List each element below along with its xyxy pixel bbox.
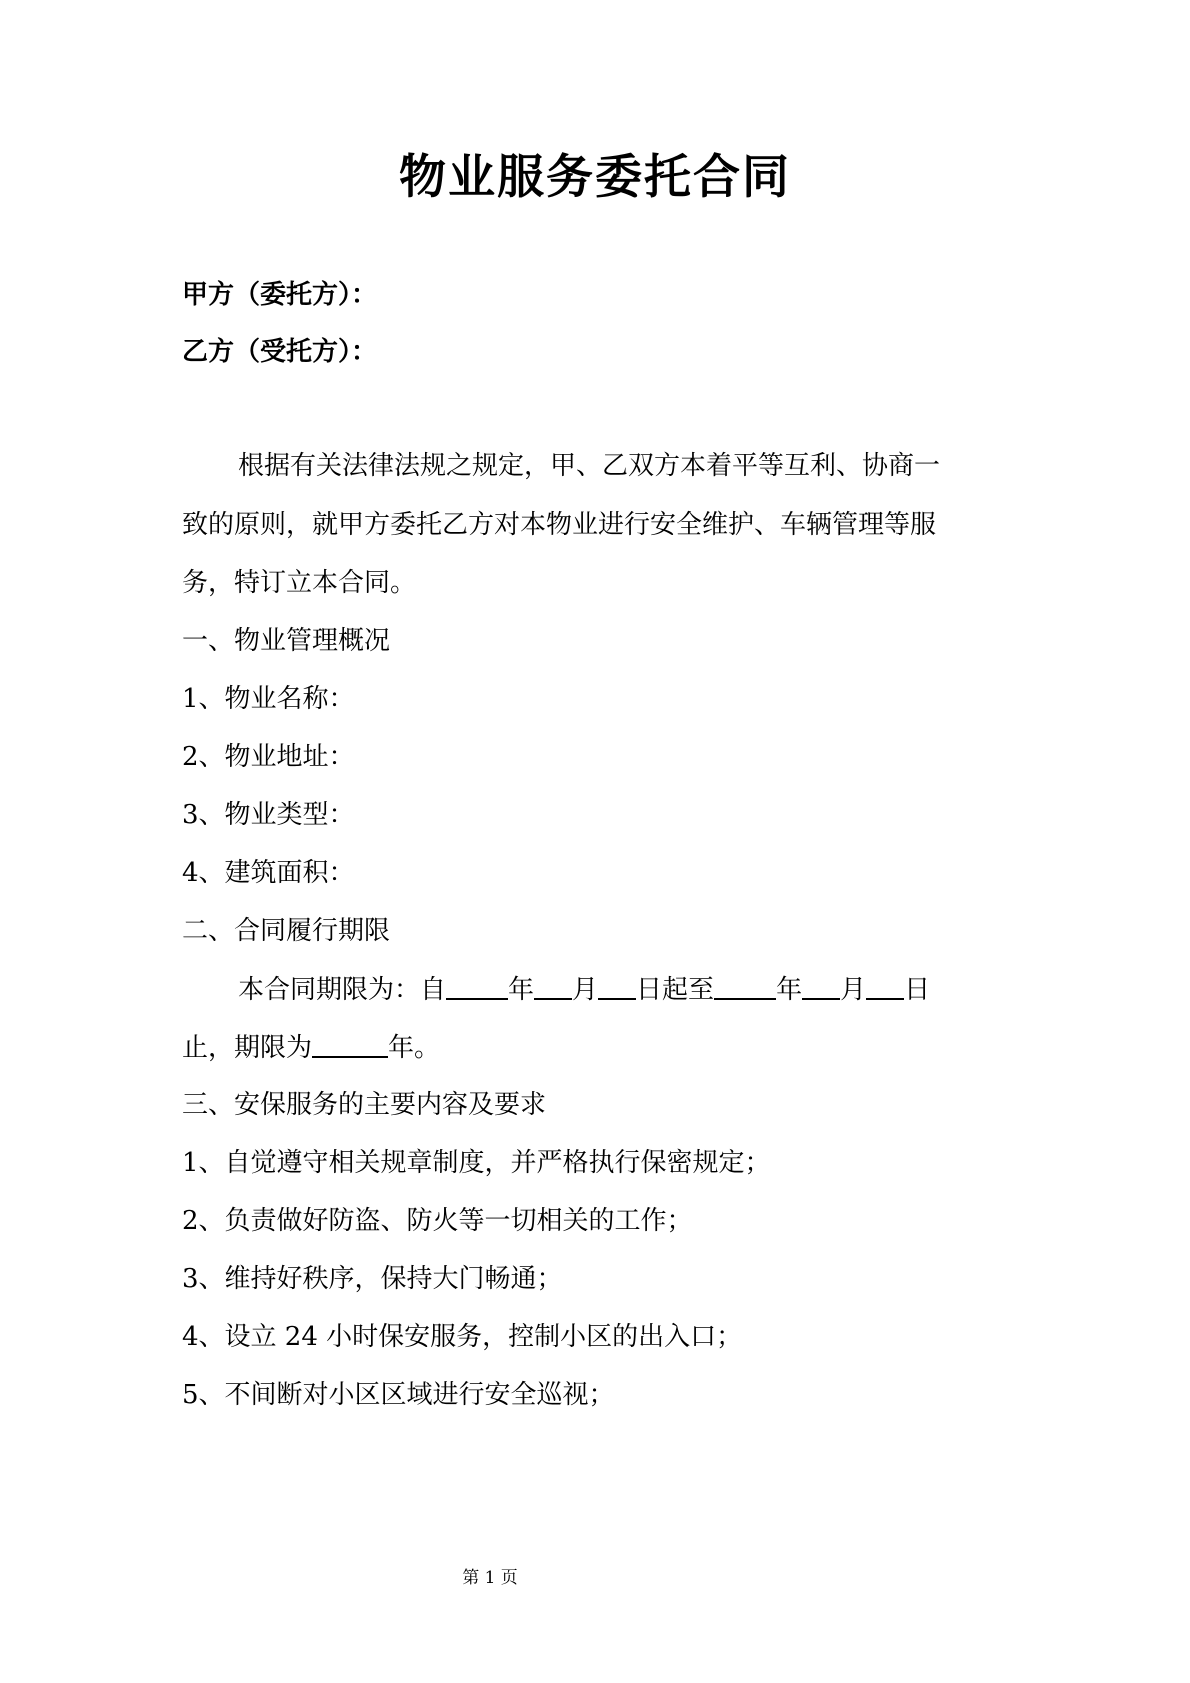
document-title: 物业服务委托合同: [399, 150, 791, 205]
section-3-item-3: 3、维持好秩序，保持大门畅通；: [182, 1264, 563, 1294]
party-a-label: 甲方（委托方）：: [182, 280, 378, 310]
preamble-line-1: 根据有关法律法规之规定，甲、乙双方本着平等互利、协商一: [238, 451, 941, 481]
end-month-label: 月: [840, 975, 867, 1005]
preamble-line-2: 致的原则，就甲方委托乙方对本物业进行安全维护、车辆管理等服: [182, 510, 937, 540]
section-1-item-2: 2、物业地址：: [182, 742, 355, 772]
term-line-1: [238, 974, 930, 1006]
section-1-item-1: 1、物业名称：: [182, 684, 355, 714]
section-3-item-2: 2、负责做好防盗、防火等一切相关的工作；: [182, 1206, 693, 1236]
term-duration-prefix: 止，期限为: [182, 1033, 313, 1063]
end-day-blank[interactable]: [866, 974, 904, 1000]
section-3-heading: 三、安保服务的主要内容及要求: [182, 1090, 547, 1120]
preamble-line-3: 务，特订立本合同。: [182, 568, 417, 598]
section-3-item-5: 5、不间断对小区区域进行安全巡视；: [182, 1380, 615, 1410]
term-duration-blank[interactable]: [312, 1032, 388, 1058]
start-day-blank[interactable]: [598, 974, 636, 1000]
section-1-item-4: 4、建筑面积：: [182, 858, 355, 888]
start-year-label: 年: [508, 975, 535, 1005]
party-b-label: 乙方（受托方）：: [182, 337, 378, 367]
term-line-2: [182, 1032, 440, 1064]
section-3-item-4: 4、设立 24 小时保安服务，控制小区的出入口；: [182, 1322, 743, 1352]
page-number-footer: 第 1 页: [462, 1568, 518, 1588]
section-1-item-3: 3、物业类型：: [182, 800, 355, 830]
end-day-label: 日: [904, 975, 931, 1005]
section-1-heading: 一、物业管理概况: [182, 626, 391, 656]
end-year-blank[interactable]: [714, 974, 776, 1000]
term-duration-suffix: 年。: [388, 1033, 441, 1063]
start-month-blank[interactable]: [534, 974, 572, 1000]
start-day-label: 日起至: [636, 975, 715, 1005]
start-month-label: 月: [572, 975, 599, 1005]
term-prefix: 本合同期限为：自: [238, 975, 447, 1005]
start-year-blank[interactable]: [446, 974, 508, 1000]
section-3-item-1: 1、自觉遵守相关规章制度，并严格执行保密规定；: [182, 1148, 771, 1178]
end-year-label: 年: [776, 975, 803, 1005]
end-month-blank[interactable]: [802, 974, 840, 1000]
section-2-heading: 二、合同履行期限: [182, 916, 391, 946]
